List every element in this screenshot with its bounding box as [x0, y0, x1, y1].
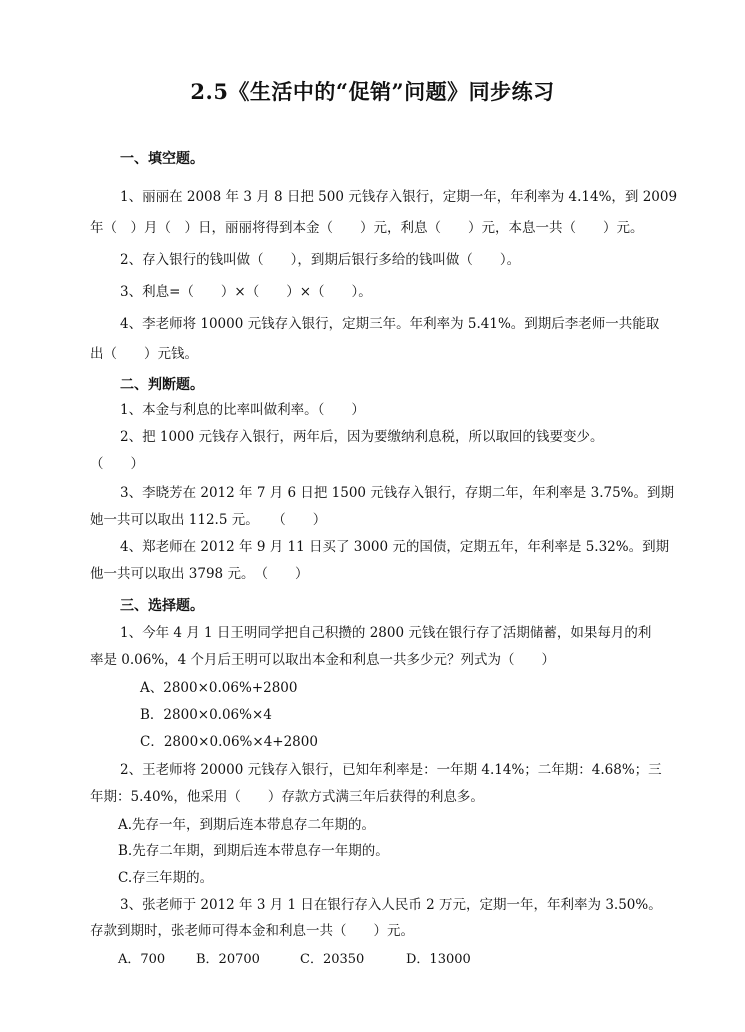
- question-text: 2、王老师将 20000 元钱存入银行，已知年利率是：一年期 4.14%；二年期：4.68%；三: [120, 762, 662, 778]
- section-heading-true-false: 二、判断题。: [120, 377, 204, 393]
- section-heading-multiple-choice: 三、选择题。: [120, 598, 204, 614]
- choice-option: B．2800×0.06%×4: [140, 707, 272, 723]
- question-text: 3、利息=（ ）×（ ）×（ ）。: [120, 284, 372, 300]
- question-text: 1、今年 4 月 1 日王明同学把自己积攒的 2800 元钱在银行存了活期储蓄，如果每月的利: [120, 625, 652, 641]
- choice-options-row: [118, 948, 471, 967]
- question-text: 率是 0.06%，4 个月后王明可以取出本金和利息一共多少元？列式为（ ）: [90, 652, 556, 668]
- page-title: 2.5《生活中的“促销”问题》同步练习: [190, 79, 555, 104]
- question-text: 4、李老师将 10000 元钱存入银行，定期三年。年利率为 5.41%。到期后李老师一共能取: [120, 316, 660, 332]
- choice-option: D．13000: [406, 952, 471, 967]
- choice-option: B.先存二年期，到期后连本带息存一年期的。: [118, 843, 389, 859]
- question-text: 年（ ）月（ ）日，丽丽将得到本金（ ）元，利息（ ）元，本息一共（ ）元。: [90, 220, 644, 236]
- question-text: 4、郑老师在 2012 年 9 月 11 日买了 3000 元的国债，定期五年，年利率是 5.32%。到期: [120, 539, 670, 555]
- choice-option: A.先存一年，到期后连本带息存二年期的。: [118, 817, 376, 833]
- question-text: 1、本金与利息的比率叫做利率。（ ）: [120, 402, 365, 418]
- choice-option: B．20700: [196, 952, 260, 967]
- choice-option: A．700: [118, 952, 166, 967]
- question-text: （ ）: [90, 456, 144, 472]
- choice-option: C．2800×0.06%×4+2800: [140, 734, 318, 750]
- question-text: 2、把 1000 元钱存入银行，两年后，因为要缴纳利息税，所以取回的钱要变少。: [120, 429, 604, 445]
- choice-option: A、2800×0.06%+2800: [140, 680, 298, 696]
- question-text: 1、丽丽在 2008 年 3 月 8 日把 500 元钱存入银行，定期一年，年利率为 4.14%，到 2009: [120, 189, 678, 205]
- question-text: 出（ ）元钱。: [90, 346, 198, 362]
- question-text: 2、存入银行的钱叫做（ ），到期后银行多给的钱叫做（ ）。: [120, 252, 521, 268]
- section-heading-fill-blank: 一、填空题。: [120, 151, 204, 167]
- choice-option: C.存三年期的。: [118, 870, 214, 886]
- question-text: 他一共可以取出 3798 元。 （ ）: [90, 566, 309, 582]
- question-text: 年期：5.40%，他采用（ ）存款方式满三年后获得的利息多。: [90, 789, 484, 805]
- choice-option: C．20350: [300, 952, 365, 967]
- question-text: 她一共可以取出 112.5 元。 （ ）: [90, 512, 327, 528]
- question-text: 3、张老师于 2012 年 3 月 1 日在银行存入人民币 2 万元，定期一年，年利率为 3.50%。: [120, 897, 662, 913]
- question-text: 存款到期时，张老师可得本金和利息一共（ ）元。: [90, 923, 414, 939]
- question-text: 3、李晓芳在 2012 年 7 月 6 日把 1500 元钱存入银行，存期二年，年利率是 3.75%。到期: [120, 485, 674, 501]
